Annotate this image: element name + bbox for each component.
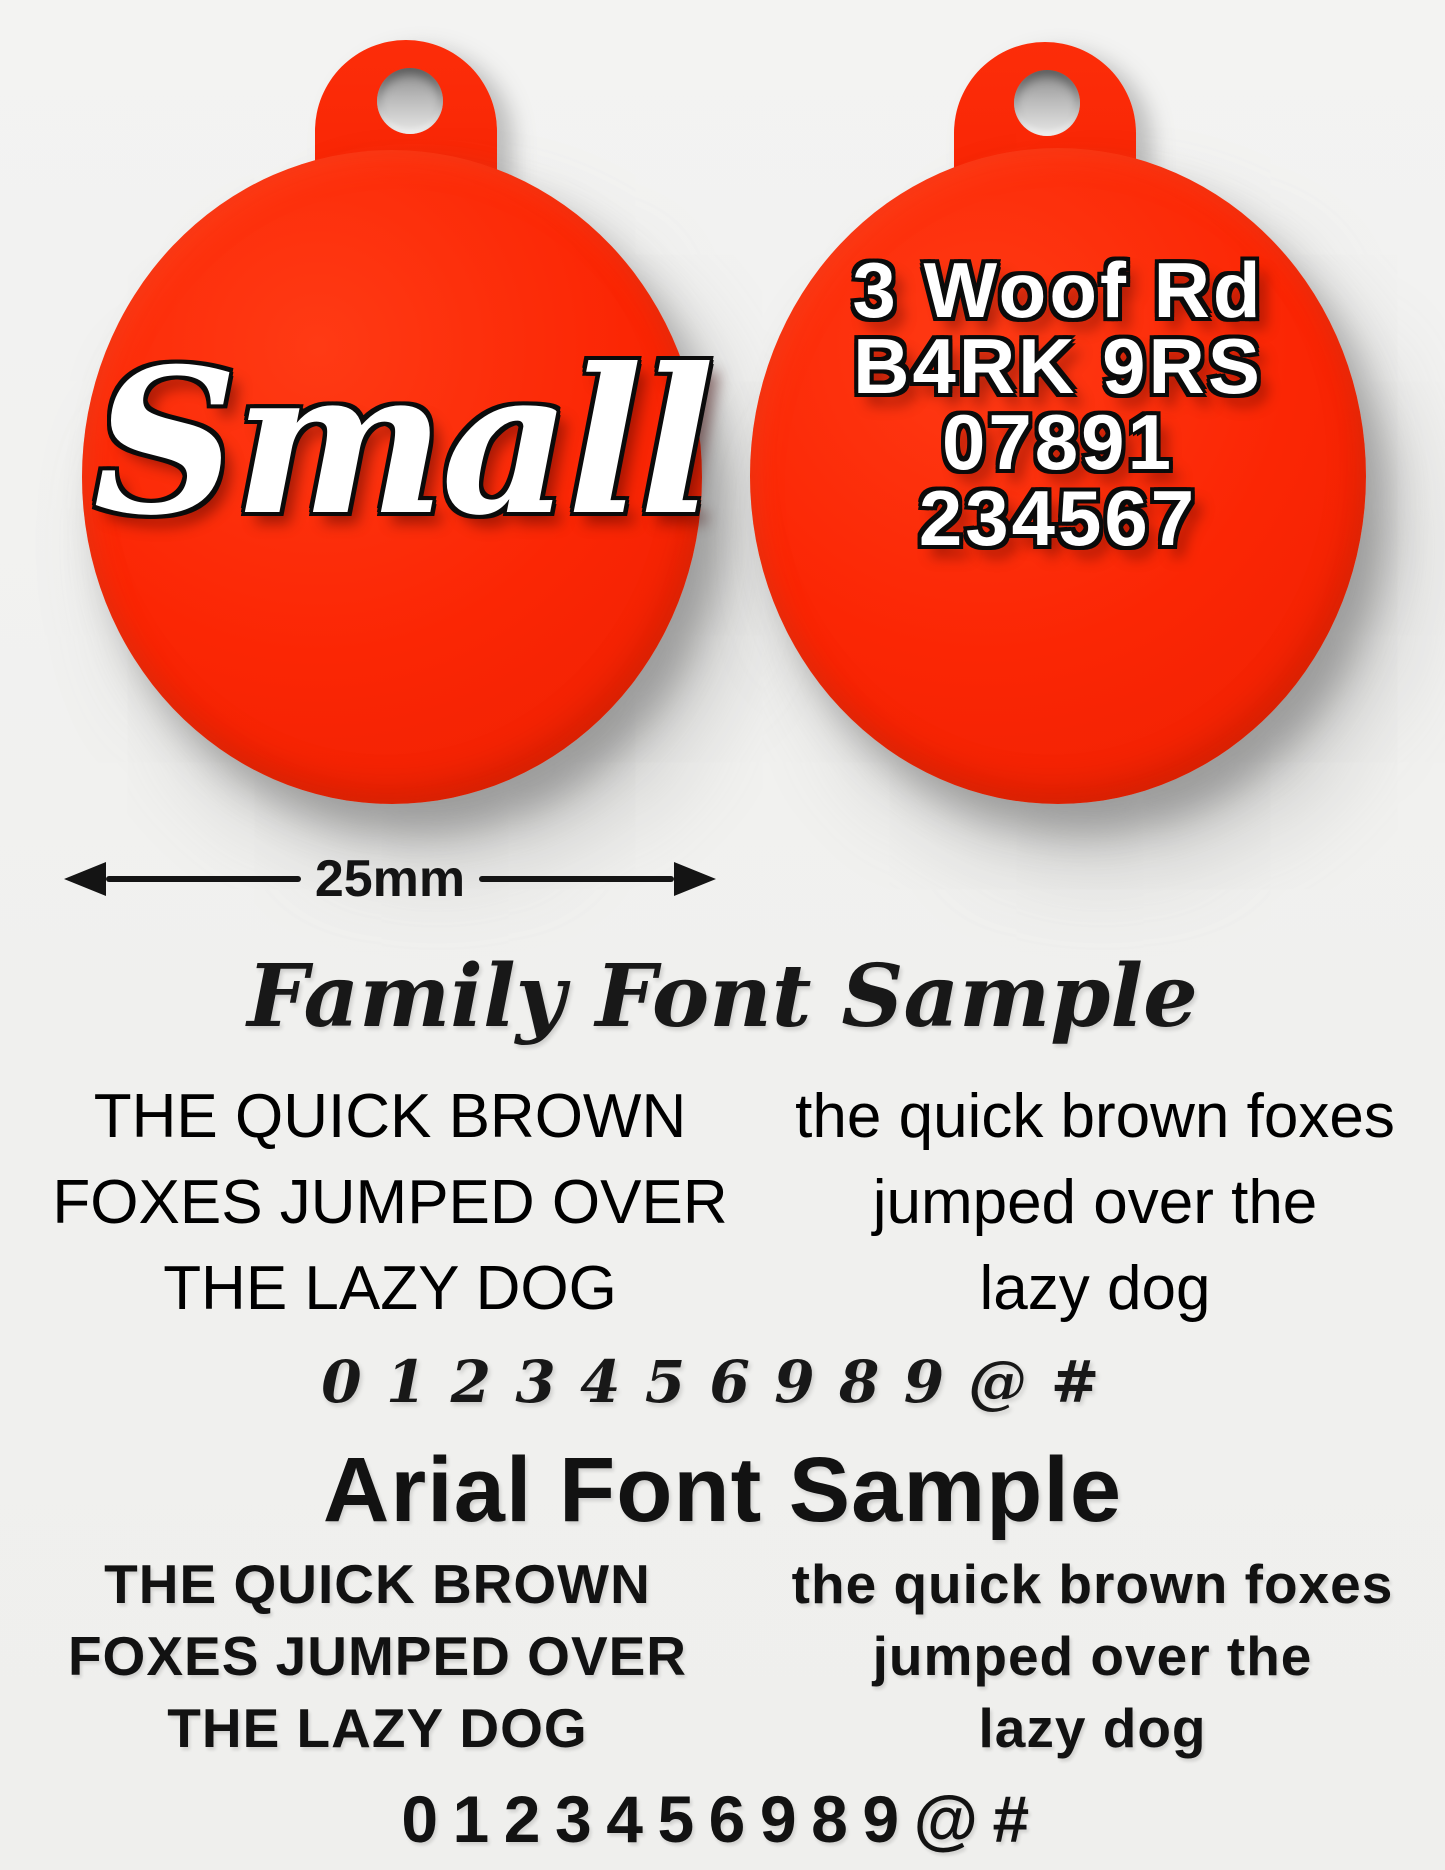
family-font-lowercase-line: the quick brown foxes: [795, 1082, 1395, 1151]
back-tag-postcode-line: B4RK 9RS: [853, 322, 1263, 410]
back-tag-hole: [1014, 70, 1080, 136]
family-font-lowercase-sample: [760, 1074, 1430, 1332]
dimension-label: 25mm: [314, 850, 466, 908]
back-tag-address-line: 3 Woof Rd: [852, 246, 1264, 334]
arial-font-lowercase-line: the quick brown foxes: [791, 1553, 1394, 1615]
arrow-right-icon: [674, 862, 716, 896]
arial-font-uppercase-line: FOXES JUMPED OVER: [67, 1625, 688, 1687]
family-font-lowercase-line: lazy dog: [979, 1254, 1211, 1323]
arial-font-uppercase-line: THE QUICK BROWN: [104, 1553, 651, 1615]
family-font-uppercase-line: THE QUICK BROWN: [93, 1082, 687, 1151]
arial-font-lowercase-line: jumped over the: [872, 1625, 1313, 1687]
family-font-lowercase-line: jumped over the: [872, 1168, 1318, 1237]
arial-font-uppercase-sample: [15, 1548, 740, 1764]
family-font-sample-heading: Family Font Sample: [247, 946, 1198, 1047]
size-indicator: [64, 846, 716, 912]
front-tag-hole: [377, 68, 443, 134]
family-font-characters: 0123456989@#: [321, 1348, 1124, 1416]
arial-font-characters: 0123456989@#: [401, 1782, 1044, 1856]
family-font-uppercase-line: THE LAZY DOG: [163, 1254, 617, 1323]
dimension-line-right: [479, 876, 674, 882]
arrow-left-icon: [64, 862, 106, 896]
arial-font-uppercase-line: THE LAZY DOG: [167, 1697, 588, 1759]
back-tag-text: [750, 246, 1366, 562]
back-tag-phone-line-1: 07891: [942, 398, 1174, 486]
arial-font-sample-heading: Arial Font Sample: [322, 1439, 1123, 1541]
back-tag-phone-line-2: 234567: [918, 474, 1198, 562]
front-tag-label-box: [92, 150, 712, 804]
family-font-uppercase-line: FOXES JUMPED OVER: [52, 1168, 728, 1237]
family-font-uppercase-sample: [25, 1074, 755, 1332]
arial-font-lowercase-sample: [750, 1548, 1435, 1764]
front-tag-label: Small: [93, 324, 711, 560]
dimension-line-left: [106, 876, 301, 882]
arial-font-lowercase-line: lazy dog: [978, 1697, 1207, 1759]
